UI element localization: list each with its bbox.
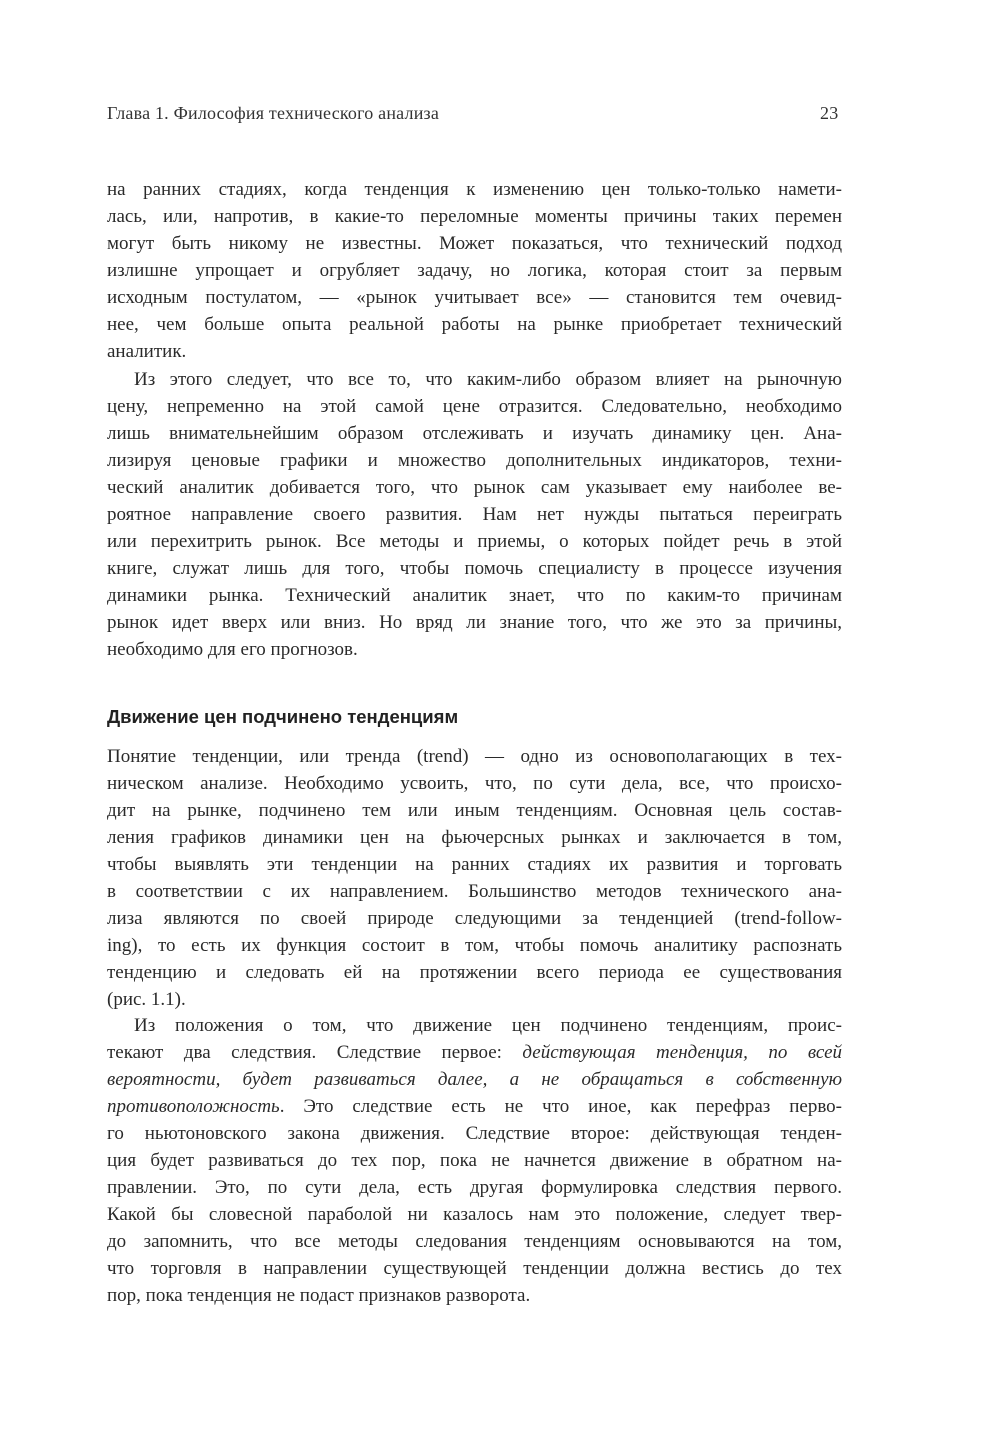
paragraph [107, 176, 842, 365]
text-segment: правлении. Это, по сути дела, есть другая формулировка следствия первого. [107, 1177, 842, 1198]
text-line [107, 1120, 842, 1147]
text-line: ническом анализе. Необходимо усвоить, что, по сути дела, все, что происхо- [107, 773, 842, 794]
text-line [107, 1093, 842, 1120]
text-line: аналитик. [107, 341, 187, 362]
page-number: 23 [820, 103, 839, 123]
italic-text: вероятности, будет развиваться далее, а не обращаться в собственную [107, 1069, 842, 1090]
text-segment: пор, пока тенденция не подаст признаков разворота. [107, 1285, 531, 1306]
italic-text: действующая тенденция, по всей [522, 1042, 842, 1063]
text-line: излишне упрощает и огрубляет задачу, но логика, которая стоит за первым [107, 260, 842, 281]
paragraph [107, 743, 842, 1013]
text-segment: . Это следствие есть не что иное, как перефраз перво- [279, 1096, 842, 1117]
text-line: Понятие тенденции, или тренда (trend) — одно из основополагающих в тех- [107, 746, 842, 767]
text-line: (рис. 1.1). [107, 989, 186, 1010]
text-segment: го ньютоновского закона движения. Следствие второе: действующая тенден- [107, 1123, 842, 1144]
text-line: ing), то есть их функция состоит в том, чтобы помочь аналитику распознать [107, 935, 842, 956]
text-line: лизируя ценовые графики и множество дополнительных индикаторов, техни- [107, 450, 842, 471]
text-line: рынок идет вверх или вниз. Но вряд ли знание того, что же это за причины, [107, 612, 842, 633]
text-line [107, 1201, 842, 1228]
text-line [107, 1147, 842, 1174]
text-line: на ранних стадиях, когда тенденция к изменению цен только-только намети- [107, 179, 842, 200]
text-line [107, 1012, 842, 1039]
text-line: ческий аналитик добивается того, что рынок сам указывает ему наиболее ве- [107, 477, 842, 498]
text-segment: текают два следствия. Следствие первое: [107, 1042, 523, 1063]
text-line: могут быть никому не известны. Может показаться, что технический подход [107, 233, 842, 254]
text-line: исходным постулатом, — «рынок учитывает все» — становится тем очевид- [107, 287, 842, 308]
text-segment: Из положения о том, что движение цен подчинено тенденциям, проис- [134, 1015, 842, 1036]
text-line: книге, служат лишь для того, чтобы помочь специалисту в процессе изучения [107, 558, 842, 579]
text-segment: что торговля в направлении существующей тенденции должна вестись до тех [107, 1258, 842, 1279]
paragraph [107, 366, 842, 663]
text-line [107, 1174, 842, 1201]
text-line: нее, чем больше опыта реальной работы на рынке приобретает технический [107, 314, 842, 335]
section-heading: Движение цен подчинено тенденциям [107, 706, 459, 727]
running-head: Глава 1. Философия технического анализа [107, 103, 440, 123]
text-line [107, 1228, 842, 1255]
text-line: тенденцию и следовать ей на протяжении всего периода ее существования [107, 962, 842, 983]
text-segment: ция будет развиваться до тех пор, пока не начнется движение в обратном на- [107, 1150, 842, 1171]
text-line [107, 1255, 842, 1282]
text-line: Из этого следует, что все то, что каким-либо образом влияет на рыночную [134, 369, 842, 390]
text-line: необходимо для его прогнозов. [107, 639, 358, 660]
text-line: роятное направление своего развития. Нам нет нужды пытаться переиграть [107, 504, 842, 525]
text-segment: Какой бы словесной параболой ни казалось нам это положение, следует твер- [107, 1204, 842, 1225]
text-segment: до запомнить, что все методы следования тенденциям основываются на том, [107, 1231, 842, 1252]
italic-text: противоположность [107, 1096, 280, 1117]
text-line: дит на рынке, подчинено тем или иным тенденциям. Основная цель состав- [107, 800, 842, 821]
text-line [107, 1282, 842, 1309]
text-line: цену, непременно на этой самой цене отразится. Следовательно, необходимо [107, 396, 842, 417]
text-line: чтобы выявлять эти тенденции на ранних стадиях их развития и торговать [107, 854, 842, 875]
text-line: лиза являются по своей природе следующими за тенденцией (trend-follow- [107, 908, 842, 929]
text-line [107, 1066, 842, 1093]
text-line: ления графиков динамики цен на фьючерсных рынках и заключается в том, [107, 827, 842, 848]
paragraph [107, 1012, 842, 1309]
text-line: или перехитрить рынок. Все методы и приемы, о которых пойдет речь в этой [107, 531, 842, 552]
text-line: лась, или, напротив, в какие-то переломные моменты причины таких перемен [107, 206, 842, 227]
text-line: лишь внимательнейшим образом отслеживать и изучать динамику цен. Ана- [107, 423, 842, 444]
text-line: в соответствии с их направлением. Большинство методов технического ана- [107, 881, 842, 902]
text-line: динамики рынка. Технический аналитик знает, что по каким-то причинам [107, 585, 842, 606]
text-line [107, 1039, 842, 1066]
